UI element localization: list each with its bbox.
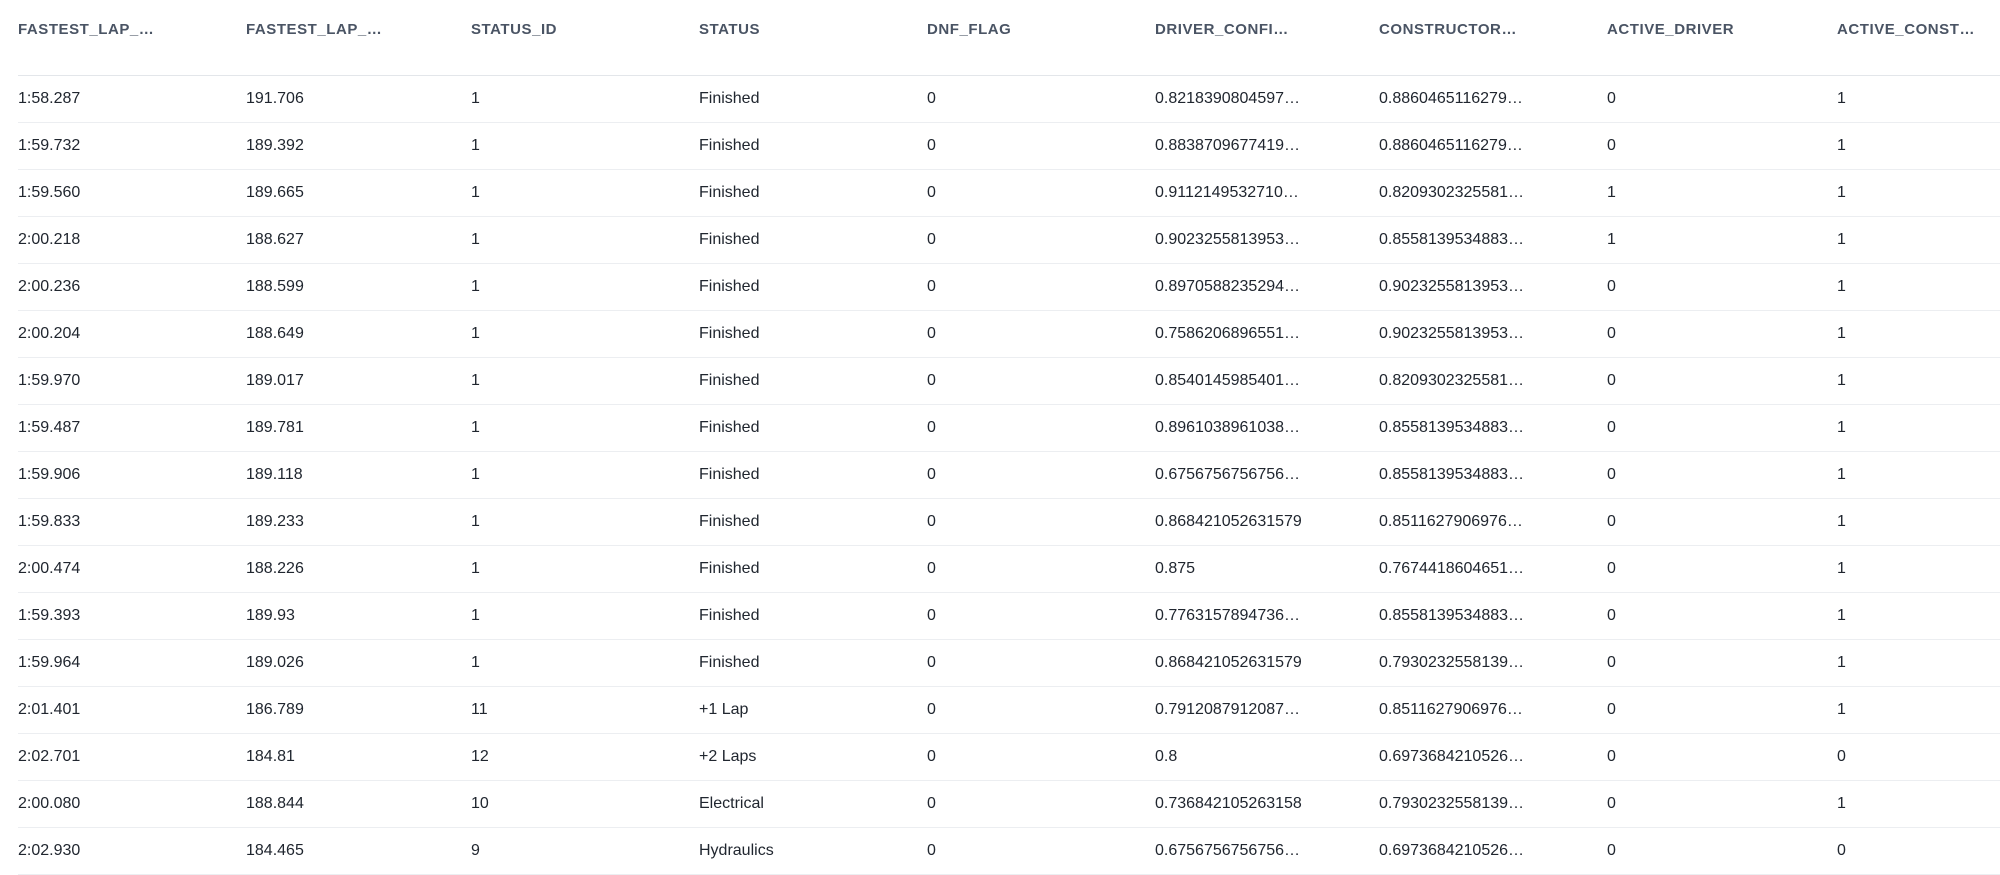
cell-dnf-flag: 0 <box>927 123 1155 170</box>
cell-fastest-lap-time: 1:59.560 <box>18 170 246 217</box>
cell-status: Finished <box>699 640 927 687</box>
table-row[interactable] <box>18 499 2000 546</box>
cell-status-id: 11 <box>471 687 699 734</box>
cell-constructor-reliability: 0.8209302325581… <box>1379 170 1607 217</box>
cell-dnf-flag: 0 <box>927 217 1155 264</box>
cell-status: Electrical <box>699 781 927 828</box>
table-row[interactable] <box>18 781 2000 828</box>
cell-driver-confidence: 0.9023255813953… <box>1155 217 1379 264</box>
cell-fastest-lap-time: 1:59.732 <box>18 123 246 170</box>
cell-driver-confidence: 0.6756756756756… <box>1155 828 1379 875</box>
cell-dnf-flag: 0 <box>927 546 1155 593</box>
cell-driver-confidence: 0.6756756756756… <box>1155 452 1379 499</box>
cell-active-driver: 0 <box>1607 123 1837 170</box>
cell-fastest-lap-time: 2:00.080 <box>18 781 246 828</box>
cell-constructor-reliability: 0.8511627906976… <box>1379 687 1607 734</box>
cell-status-id: 12 <box>471 734 699 781</box>
table-row[interactable] <box>18 405 2000 452</box>
cell-status: Finished <box>699 405 927 452</box>
cell-status: Finished <box>699 499 927 546</box>
cell-constructor-reliability: 0.6973684210526… <box>1379 828 1607 875</box>
cell-active-driver: 0 <box>1607 828 1837 875</box>
cell-active-constructor: 0 <box>1837 828 2000 875</box>
cell-driver-confidence: 0.8218390804597… <box>1155 76 1379 123</box>
table-row[interactable] <box>18 76 2000 123</box>
cell-constructor-reliability: 0.7930232558139… <box>1379 640 1607 687</box>
cell-active-constructor: 1 <box>1837 264 2000 311</box>
cell-fastest-lap-time: 2:01.401 <box>18 687 246 734</box>
cell-active-driver: 1 <box>1607 170 1837 217</box>
cell-status-id: 1 <box>471 76 699 123</box>
cell-fastest-lap-speed: 188.599 <box>246 264 471 311</box>
cell-driver-confidence: 0.868421052631579 <box>1155 640 1379 687</box>
cell-fastest-lap-time: 2:02.701 <box>18 734 246 781</box>
cell-active-driver: 0 <box>1607 781 1837 828</box>
cell-constructor-reliability: 0.8558139534883… <box>1379 405 1607 452</box>
cell-fastest-lap-time: 1:59.487 <box>18 405 246 452</box>
cell-driver-confidence: 0.868421052631579 <box>1155 499 1379 546</box>
cell-status: Finished <box>699 123 927 170</box>
cell-fastest-lap-speed: 189.781 <box>246 405 471 452</box>
cell-fastest-lap-time: 1:58.287 <box>18 76 246 123</box>
cell-driver-confidence: 0.8 <box>1155 734 1379 781</box>
cell-status: +2 Laps <box>699 734 927 781</box>
cell-active-constructor: 0 <box>1837 734 2000 781</box>
cell-fastest-lap-speed: 189.233 <box>246 499 471 546</box>
cell-fastest-lap-time: 1:59.970 <box>18 358 246 405</box>
table-row[interactable] <box>18 311 2000 358</box>
cell-constructor-reliability: 0.8209302325581… <box>1379 358 1607 405</box>
cell-fastest-lap-time: 1:59.906 <box>18 452 246 499</box>
cell-active-constructor: 1 <box>1837 781 2000 828</box>
table-row[interactable] <box>18 640 2000 687</box>
cell-active-driver: 1 <box>1607 217 1837 264</box>
cell-active-constructor: 1 <box>1837 123 2000 170</box>
cell-dnf-flag: 0 <box>927 405 1155 452</box>
cell-status-id: 1 <box>471 264 699 311</box>
table-row[interactable] <box>18 593 2000 640</box>
cell-constructor-reliability: 0.7674418604651… <box>1379 546 1607 593</box>
cell-status-id: 1 <box>471 123 699 170</box>
cell-constructor-reliability: 0.8558139534883… <box>1379 217 1607 264</box>
cell-dnf-flag: 0 <box>927 170 1155 217</box>
cell-active-driver: 0 <box>1607 358 1837 405</box>
cell-fastest-lap-time: 2:00.218 <box>18 217 246 264</box>
cell-dnf-flag: 0 <box>927 593 1155 640</box>
cell-active-constructor: 1 <box>1837 687 2000 734</box>
cell-dnf-flag: 0 <box>927 828 1155 875</box>
cell-driver-confidence: 0.9112149532710… <box>1155 170 1379 217</box>
cell-fastest-lap-time: 1:59.964 <box>18 640 246 687</box>
cell-driver-confidence: 0.8970588235294… <box>1155 264 1379 311</box>
cell-status-id: 1 <box>471 640 699 687</box>
cell-fastest-lap-speed: 189.665 <box>246 170 471 217</box>
cell-active-constructor: 1 <box>1837 170 2000 217</box>
cell-status-id: 10 <box>471 781 699 828</box>
column-header-active-constructor[interactable]: ACTIVE_CONST… <box>1837 0 2000 76</box>
cell-status: Finished <box>699 76 927 123</box>
cell-active-driver: 0 <box>1607 687 1837 734</box>
cell-driver-confidence: 0.736842105263158 <box>1155 781 1379 828</box>
cell-active-driver: 0 <box>1607 593 1837 640</box>
table-row[interactable] <box>18 687 2000 734</box>
table-row[interactable] <box>18 217 2000 264</box>
cell-active-driver: 0 <box>1607 311 1837 358</box>
column-header-fastest-lap-speed[interactable]: FASTEST_LAP_… <box>246 0 471 76</box>
cell-constructor-reliability: 0.8860465116279… <box>1379 123 1607 170</box>
cell-dnf-flag: 0 <box>927 311 1155 358</box>
cell-status-id: 1 <box>471 593 699 640</box>
cell-status: Finished <box>699 217 927 264</box>
cell-constructor-reliability: 0.8860465116279… <box>1379 76 1607 123</box>
cell-active-driver: 0 <box>1607 499 1837 546</box>
header-row <box>18 0 2000 76</box>
column-header-fastest-lap-time[interactable]: FASTEST_LAP_… <box>18 0 246 76</box>
cell-active-constructor: 1 <box>1837 593 2000 640</box>
cell-status: Finished <box>699 311 927 358</box>
cell-fastest-lap-speed: 184.81 <box>246 734 471 781</box>
cell-active-constructor: 1 <box>1837 358 2000 405</box>
table-body <box>18 76 2000 875</box>
cell-fastest-lap-speed: 188.649 <box>246 311 471 358</box>
cell-dnf-flag: 0 <box>927 358 1155 405</box>
cell-status: Finished <box>699 546 927 593</box>
cell-active-constructor: 1 <box>1837 311 2000 358</box>
column-header-dnf-flag[interactable]: DNF_FLAG <box>927 0 1155 76</box>
cell-constructor-reliability: 0.8558139534883… <box>1379 452 1607 499</box>
cell-fastest-lap-speed: 189.392 <box>246 123 471 170</box>
cell-status: Hydraulics <box>699 828 927 875</box>
cell-active-driver: 0 <box>1607 452 1837 499</box>
cell-fastest-lap-speed: 188.844 <box>246 781 471 828</box>
cell-active-driver: 0 <box>1607 546 1837 593</box>
cell-status: Finished <box>699 593 927 640</box>
cell-active-constructor: 1 <box>1837 76 2000 123</box>
cell-status: +1 Lap <box>699 687 927 734</box>
cell-dnf-flag: 0 <box>927 499 1155 546</box>
cell-dnf-flag: 0 <box>927 734 1155 781</box>
cell-status: Finished <box>699 452 927 499</box>
table-row[interactable] <box>18 734 2000 781</box>
cell-active-constructor: 1 <box>1837 217 2000 264</box>
cell-status-id: 1 <box>471 546 699 593</box>
cell-constructor-reliability: 0.8511627906976… <box>1379 499 1607 546</box>
cell-active-driver: 0 <box>1607 405 1837 452</box>
cell-fastest-lap-time: 2:00.204 <box>18 311 246 358</box>
cell-fastest-lap-speed: 189.93 <box>246 593 471 640</box>
cell-status-id: 1 <box>471 499 699 546</box>
cell-fastest-lap-speed: 186.789 <box>246 687 471 734</box>
cell-constructor-reliability: 0.9023255813953… <box>1379 264 1607 311</box>
cell-dnf-flag: 0 <box>927 264 1155 311</box>
cell-fastest-lap-speed: 189.118 <box>246 452 471 499</box>
cell-fastest-lap-speed: 188.226 <box>246 546 471 593</box>
cell-fastest-lap-speed: 191.706 <box>246 76 471 123</box>
table-row[interactable] <box>18 170 2000 217</box>
cell-fastest-lap-time: 2:00.474 <box>18 546 246 593</box>
cell-status-id: 1 <box>471 311 699 358</box>
table-header <box>18 0 2000 76</box>
cell-status-id: 1 <box>471 358 699 405</box>
cell-fastest-lap-time: 1:59.393 <box>18 593 246 640</box>
cell-driver-confidence: 0.8961038961038… <box>1155 405 1379 452</box>
cell-driver-confidence: 0.7912087912087… <box>1155 687 1379 734</box>
cell-active-constructor: 1 <box>1837 640 2000 687</box>
cell-constructor-reliability: 0.7930232558139… <box>1379 781 1607 828</box>
cell-fastest-lap-speed: 189.026 <box>246 640 471 687</box>
cell-dnf-flag: 0 <box>927 76 1155 123</box>
column-header-constructor-reliability[interactable]: CONSTRUCTOR… <box>1379 0 1607 76</box>
cell-status-id: 9 <box>471 828 699 875</box>
cell-constructor-reliability: 0.8558139534883… <box>1379 593 1607 640</box>
column-header-status-id[interactable]: STATUS_ID <box>471 0 699 76</box>
cell-fastest-lap-time: 2:02.930 <box>18 828 246 875</box>
cell-active-constructor: 1 <box>1837 499 2000 546</box>
cell-active-constructor: 1 <box>1837 405 2000 452</box>
cell-fastest-lap-time: 1:59.833 <box>18 499 246 546</box>
cell-status: Finished <box>699 264 927 311</box>
cell-status: Finished <box>699 170 927 217</box>
table-row[interactable] <box>18 123 2000 170</box>
cell-active-driver: 0 <box>1607 734 1837 781</box>
column-header-driver-confidence[interactable]: DRIVER_CONFI… <box>1155 0 1379 76</box>
data-table <box>18 0 2000 875</box>
cell-dnf-flag: 0 <box>927 452 1155 499</box>
cell-dnf-flag: 0 <box>927 687 1155 734</box>
cell-constructor-reliability: 0.6973684210526… <box>1379 734 1607 781</box>
cell-fastest-lap-time: 2:00.236 <box>18 264 246 311</box>
cell-status-id: 1 <box>471 217 699 264</box>
cell-driver-confidence: 0.7586206896551… <box>1155 311 1379 358</box>
table-row[interactable] <box>18 546 2000 593</box>
cell-active-constructor: 1 <box>1837 546 2000 593</box>
table-row[interactable] <box>18 264 2000 311</box>
cell-driver-confidence: 0.8838709677419… <box>1155 123 1379 170</box>
cell-driver-confidence: 0.875 <box>1155 546 1379 593</box>
cell-driver-confidence: 0.8540145985401… <box>1155 358 1379 405</box>
cell-fastest-lap-speed: 189.017 <box>246 358 471 405</box>
cell-driver-confidence: 0.7763157894736… <box>1155 593 1379 640</box>
cell-fastest-lap-speed: 184.465 <box>246 828 471 875</box>
cell-active-driver: 0 <box>1607 264 1837 311</box>
cell-active-driver: 0 <box>1607 640 1837 687</box>
cell-constructor-reliability: 0.9023255813953… <box>1379 311 1607 358</box>
cell-active-constructor: 1 <box>1837 452 2000 499</box>
cell-active-driver: 0 <box>1607 76 1837 123</box>
cell-dnf-flag: 0 <box>927 781 1155 828</box>
column-header-active-driver[interactable]: ACTIVE_DRIVER <box>1607 0 1837 76</box>
table-row[interactable] <box>18 358 2000 405</box>
column-header-status[interactable]: STATUS <box>699 0 927 76</box>
cell-dnf-flag: 0 <box>927 640 1155 687</box>
cell-status-id: 1 <box>471 405 699 452</box>
cell-status-id: 1 <box>471 452 699 499</box>
table-row[interactable] <box>18 452 2000 499</box>
cell-status-id: 1 <box>471 170 699 217</box>
cell-fastest-lap-speed: 188.627 <box>246 217 471 264</box>
cell-status: Finished <box>699 358 927 405</box>
